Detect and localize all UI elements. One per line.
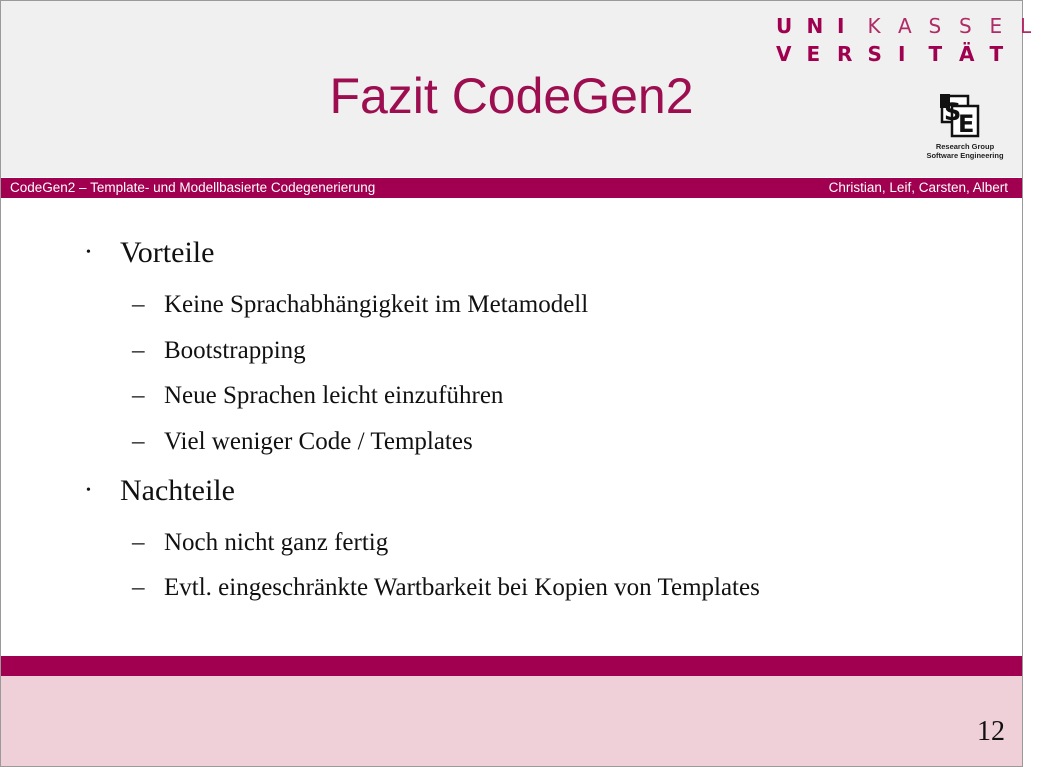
logo-letter: E: [989, 14, 1003, 38]
dash-icon: –: [132, 382, 145, 409]
logo-row-1: [776, 14, 1051, 38]
logo-letter: T: [928, 42, 943, 66]
list-item-text: Viel weniger Code / Templates: [164, 428, 473, 455]
list-item: [132, 336, 306, 366]
presentation-title: CodeGen2 – Template- und Modellbasierte Codegenerierung: [10, 180, 376, 195]
logo-letter: Ä: [959, 42, 975, 66]
list-item: [132, 381, 504, 411]
logo-row-2: [776, 42, 1020, 66]
logo-letter: A: [898, 14, 912, 38]
university-kassel-logo: [776, 14, 1032, 70]
presentation-authors: Christian, Leif, Carsten, Albert: [828, 180, 1008, 195]
dash-icon: –: [132, 529, 145, 556]
page-number: 12: [977, 716, 1005, 747]
dash-icon: –: [132, 428, 145, 455]
dash-icon: –: [132, 574, 145, 601]
footer-accent-bar: [1, 656, 1022, 676]
logo-letter: I: [898, 42, 906, 66]
list-item: [132, 528, 389, 558]
logo-letter: V: [776, 42, 792, 66]
list-item-text: Keine Sprachabhängigkeit im Metamodell: [164, 291, 589, 318]
se-caption-line-2: Software Engineering: [926, 151, 1004, 160]
bullet-heading-vorteile: [86, 236, 215, 270]
logo-letter: E: [806, 42, 821, 66]
logo-letter: S: [867, 42, 882, 66]
slide-content: [0, 198, 1023, 656]
list-item-text: Neue Sprachen leicht einzuführen: [164, 382, 504, 409]
svg-text:E: E: [958, 110, 975, 138]
list-item: [132, 427, 473, 457]
header-info-bar: [1, 178, 1022, 198]
se-caption-line-1: Research Group: [935, 142, 995, 151]
list-item: [132, 290, 589, 320]
bullet-icon: •: [86, 245, 91, 260]
list-item-text: Evtl. eingeschränkte Wartbarkeit bei Kopien von Templates: [164, 574, 760, 601]
logo-letter: S: [928, 14, 942, 38]
heading-text: Vorteile: [120, 236, 215, 269]
list-item-text: Noch nicht ganz fertig: [164, 529, 389, 556]
logo-letter: K: [867, 14, 881, 38]
logo-letter: U: [776, 14, 793, 38]
bullet-heading-nachteile: [86, 474, 235, 508]
se-logo-icon: [920, 94, 1010, 142]
list-item: [132, 573, 760, 603]
list-item-text: Bootstrapping: [164, 337, 306, 364]
logo-letter: L: [1020, 14, 1032, 38]
svg-text:S: S: [944, 98, 962, 126]
dash-icon: –: [132, 337, 145, 364]
logo-letter: N: [806, 14, 824, 38]
bullet-icon: •: [86, 483, 91, 498]
logo-letter: S: [959, 14, 972, 38]
logo-letter: I: [837, 14, 845, 38]
heading-text: Nachteile: [120, 474, 235, 507]
logo-letter: R: [837, 42, 853, 66]
se-research-group-logo: [920, 94, 1010, 164]
dash-icon: –: [132, 291, 145, 318]
logo-letter: T: [989, 42, 1004, 66]
slide-footer: [1, 676, 1022, 766]
slide-title: Fazit CodeGen2: [329, 68, 694, 124]
se-logo-caption: [920, 142, 1010, 160]
